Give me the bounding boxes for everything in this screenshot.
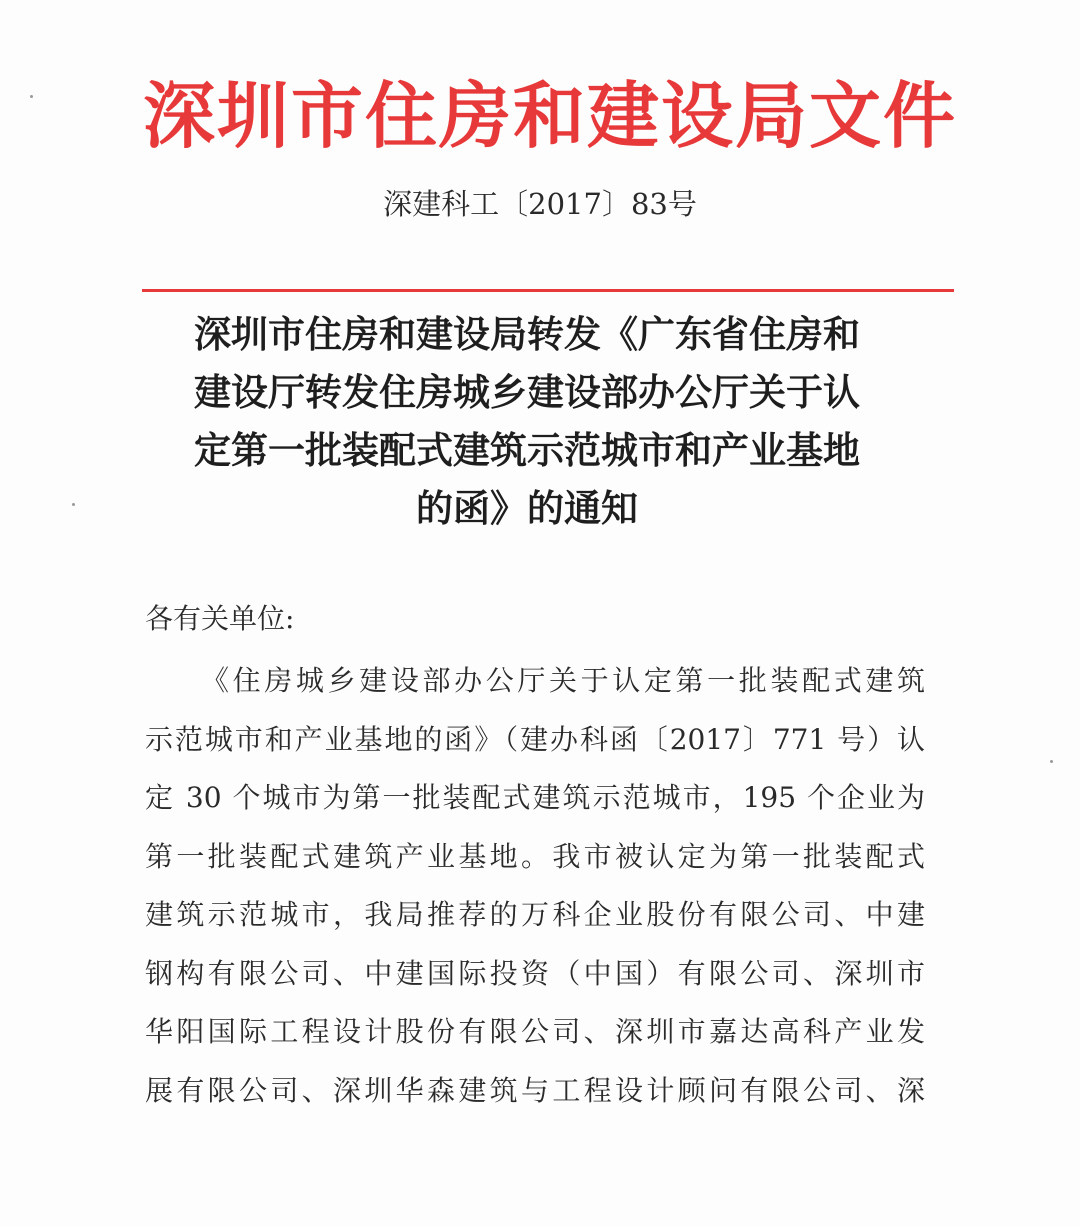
body-line: 建筑示范城市，我局推荐的万科企业股份有限公司、中建 [145,898,925,931]
title-line: 深圳市住房和建设局转发《广东省住房和 [194,313,860,356]
scan-speck [30,95,33,98]
body-line: 展有限公司、深圳华森建筑与工程设计顾问有限公司、深 [145,1073,925,1107]
body-line: 《住房城乡建设部办公厅关于认定第一批装配式建筑 [201,664,925,697]
scan-speck [72,503,75,506]
title-line: 的函》的通知 [416,487,638,530]
body-line: 华阳国际工程设计股份有限公司、深圳市嘉达高科产业发 [145,1015,925,1048]
salutation: 各有关单位: [145,602,295,635]
masthead-title: 深圳市住房和建设局文件 [142,73,957,158]
red-divider-line [142,289,954,292]
body-line: 第一批装配式建筑产业基地。我市被认定为第一批装配式 [145,839,925,873]
document-title [142,306,912,538]
body-line: 钢构有限公司、中建国际投资（中国）有限公司、深圳市 [145,956,925,990]
body-paragraph [145,652,925,1120]
scan-speck [1050,760,1053,763]
document-number: 深建科工〔2017〕83号 [383,187,697,221]
title-line: 定第一批装配式建筑示范城市和产业基地 [194,429,860,472]
body-line: 定 30 个城市为第一批装配式建筑示范城市，195 个企业为 [145,781,925,814]
title-line: 建设厅转发住房城乡建设部办公厅关于认 [194,371,860,414]
body-line: 示范城市和产业基地的函》（建办科函〔2017〕771 号）认 [145,722,925,756]
